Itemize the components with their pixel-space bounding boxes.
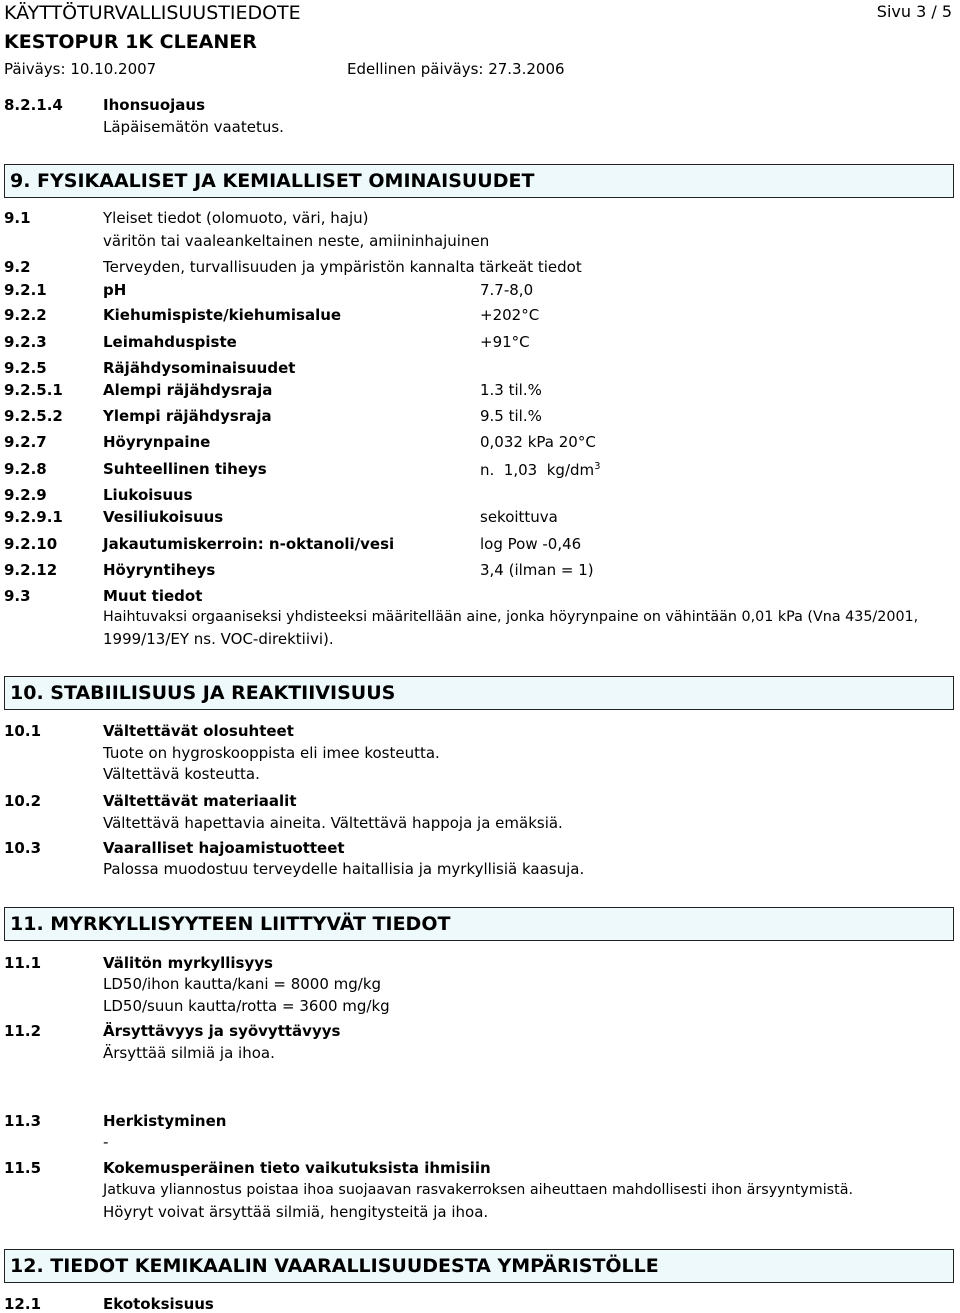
item-title: Räjähdysominaisuudet — [103, 359, 296, 377]
item-number: 9.2.5.2 — [4, 407, 63, 425]
section-title: 12. TIEDOT KEMIKAALIN VAARALLISUUDESTA YMPÄRISTÖLLE — [10, 1255, 659, 1277]
item-title: Höyryntiheys — [103, 561, 216, 579]
item-title: Terveyden, turvallisuuden ja ympäristön kannalta tärkeät tiedot — [103, 258, 582, 276]
item-value: +202°C — [480, 306, 540, 324]
item-number: 9.2 — [4, 258, 31, 276]
item-text: Höyryt voivat ärsyttää silmiä, hengitysteitä ja ihoa. — [103, 1203, 489, 1221]
section-title: 11. MYRKYLLISYYTEEN LIITTYVÄT TIEDOT — [10, 913, 451, 935]
item-title: Välitön myrkyllisyys — [103, 954, 273, 972]
page-number: Sivu 3 / 5 — [876, 2, 952, 21]
density-value: n. 1,03 kg/dm — [480, 461, 595, 479]
product-name: KESTOPUR 1K CLEANER — [4, 31, 257, 53]
item-text: väritön tai vaaleankeltainen neste, amiininhajuinen — [103, 232, 490, 250]
item-value — [480, 461, 601, 479]
item-number: 9.2.5.1 — [4, 381, 63, 399]
item-title: Ihonsuojaus — [103, 96, 206, 114]
item-text: Vältettävä hapettavia aineita. Vältettävä happoja ja emäksiä. — [103, 814, 563, 832]
unit-exponent: 3 — [594, 461, 601, 472]
item-text: Vältettävä kosteutta. — [103, 765, 260, 783]
item-number: 9.2.5 — [4, 359, 47, 377]
item-number: 11.5 — [4, 1159, 42, 1177]
item-number: 8.2.1.4 — [4, 96, 63, 114]
item-text: Ärsyttää silmiä ja ihoa. — [103, 1044, 275, 1062]
item-value: sekoittuva — [480, 508, 558, 526]
section-10-header — [4, 676, 954, 710]
item-title: pH — [103, 281, 127, 299]
item-number: 9.2.10 — [4, 535, 58, 553]
item-number: 10.3 — [4, 839, 42, 857]
item-title: Vältettävät materiaalit — [103, 792, 297, 810]
item-title: Suhteellinen tiheys — [103, 460, 267, 478]
item-number: 10.1 — [4, 722, 42, 740]
section-11-header — [4, 907, 954, 941]
item-value: 3,4 (ilman = 1) — [480, 561, 594, 579]
item-number: 9.1 — [4, 209, 31, 227]
item-text: Läpäisemätön vaatetus. — [103, 118, 284, 136]
item-title: Ylempi räjähdysraja — [103, 407, 272, 425]
item-number: 9.2.9 — [4, 486, 47, 504]
item-title: Höyrynpaine — [103, 433, 211, 451]
item-title: Muut tiedot — [103, 587, 203, 605]
item-title: Vaaralliset hajoamistuotteet — [103, 839, 345, 857]
item-title: Vältettävät olosuhteet — [103, 722, 294, 740]
item-text: Palossa muodostuu terveydelle haitallisia ja myrkyllisiä kaasuja. — [103, 860, 585, 878]
section-12-header — [4, 1249, 954, 1283]
item-number: 9.2.3 — [4, 333, 47, 351]
item-number: 9.2.7 — [4, 433, 47, 451]
item-title: Liukoisuus — [103, 486, 193, 504]
item-title: Herkistyminen — [103, 1112, 227, 1130]
section-title: 10. STABIILISUUS JA REAKTIIVISUUS — [10, 682, 396, 704]
item-value: 0,032 kPa 20°C — [480, 433, 596, 451]
item-number: 11.3 — [4, 1112, 42, 1130]
item-number: 9.2.12 — [4, 561, 58, 579]
issue-date: Päiväys: 10.10.2007 — [4, 60, 157, 78]
item-text: LD50/suun kautta/rotta = 3600 mg/kg — [103, 997, 390, 1015]
item-number: 9.2.9.1 — [4, 508, 63, 526]
item-text: LD50/ihon kautta/kani = 8000 mg/kg — [103, 975, 382, 993]
document-type: KÄYTTÖTURVALLISUUSTIEDOTE — [4, 2, 301, 24]
item-title: Leimahduspiste — [103, 333, 237, 351]
item-number: 9.2.2 — [4, 306, 47, 324]
item-value: 9.5 til.% — [480, 407, 542, 425]
item-number: 11.2 — [4, 1022, 42, 1040]
item-title: Alempi räjähdysraja — [103, 381, 273, 399]
item-title: Kokemusperäinen tieto vaikutuksista ihmisiin — [103, 1159, 491, 1177]
item-value: 1.3 til.% — [480, 381, 542, 399]
item-number: 10.2 — [4, 792, 42, 810]
item-text: - — [103, 1133, 109, 1151]
item-text: Jatkuva yliannostus poistaa ihoa suojaavan rasvakerroksen aiheuttaen mahdollisesti ihon ärsyyntymistä. — [103, 1182, 854, 1198]
item-title: Jakautumiskerroin: n-oktanoli/vesi — [103, 535, 395, 553]
item-title: Ärsyttävyys ja syövyttävyys — [103, 1022, 341, 1040]
section-title: 9. FYSIKAALISET JA KEMIALLISET OMINAISUUDET — [10, 170, 535, 192]
item-title: Ekotoksisuus — [103, 1295, 214, 1313]
item-number: 9.3 — [4, 587, 31, 605]
item-value: 7.7-8,0 — [480, 281, 534, 299]
section-9-header — [4, 164, 954, 198]
item-value: +91°C — [480, 333, 530, 351]
item-number: 9.2.1 — [4, 281, 47, 299]
item-text: Haihtuvaksi orgaaniseksi yhdisteeksi määritellään aine, jonka höyrynpaine on vähintään 0,01 kPa (Vna 435/2001, — [103, 609, 919, 625]
item-title: Kiehumispiste/kiehumisalue — [103, 306, 342, 324]
item-number: 11.1 — [4, 954, 42, 972]
item-text: 1999/13/EY ns. VOC-direktiivi). — [103, 630, 334, 648]
item-number: 9.2.8 — [4, 460, 47, 478]
item-text: Tuote on hygroskooppista eli imee kosteutta. — [103, 744, 440, 762]
item-value: log Pow -0,46 — [480, 535, 582, 553]
item-number: 12.1 — [4, 1295, 42, 1313]
item-title: Vesiliukoisuus — [103, 508, 224, 526]
item-title: Yleiset tiedot (olomuoto, väri, haju) — [103, 209, 369, 227]
previous-date: Edellinen päiväys: 27.3.2006 — [347, 60, 565, 78]
